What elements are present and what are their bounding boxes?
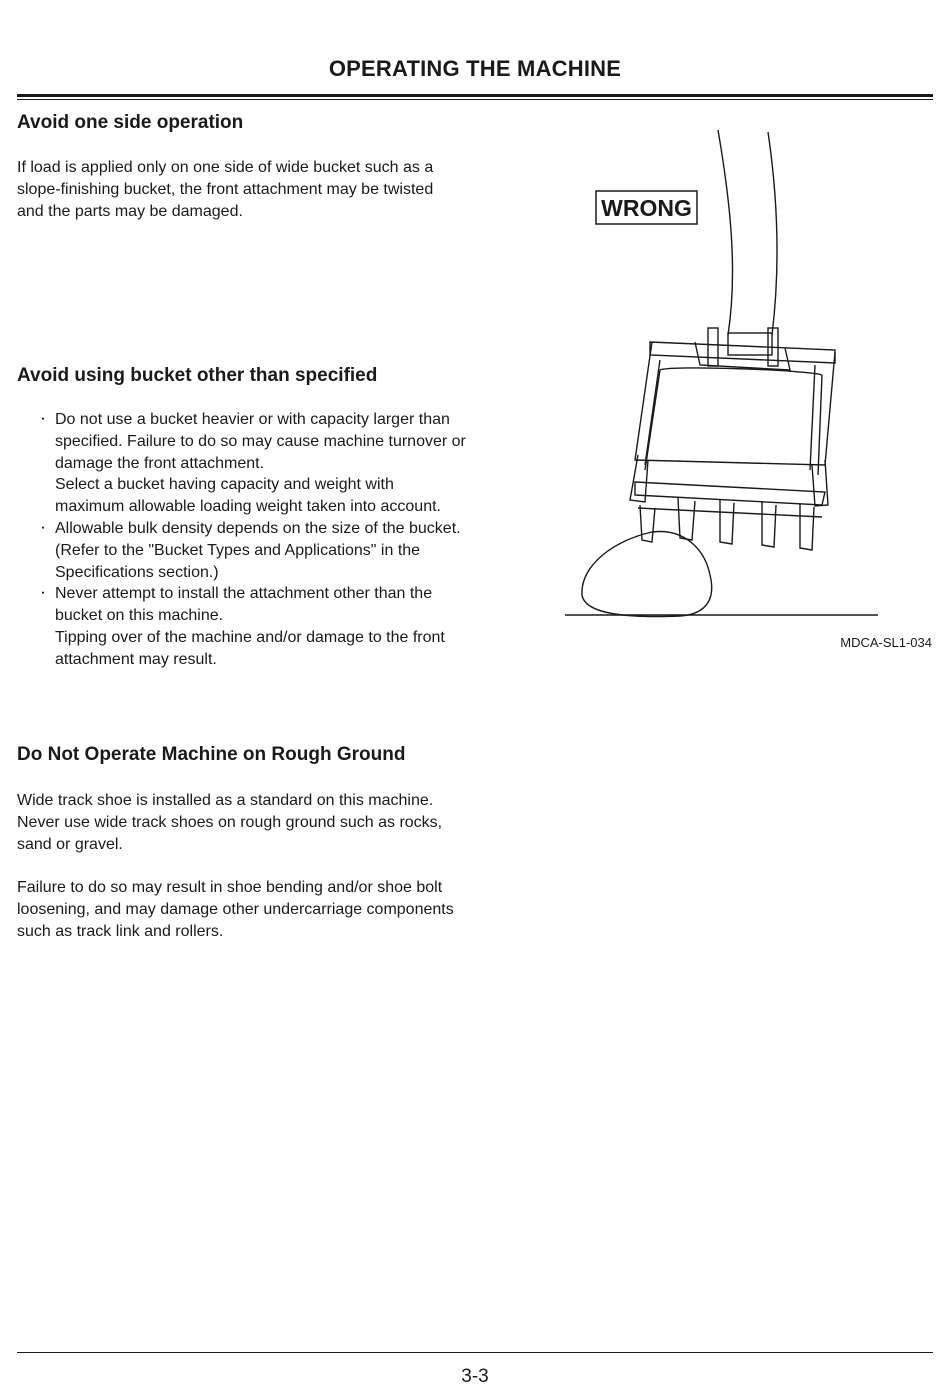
bucket-on-rock-illustration [560,120,940,640]
bullet-text: Do not use a bucket heavier or with capacity larger than specified. Failure to do so may cause machine turnover or damage the front attachment. Select a bucket having capacity and weight with maximum allowable loading weight taken into account. [55,411,466,516]
list-item [17,409,507,518]
figure-label-wrong: WRONG [601,195,692,221]
section-heading-rough-ground: Do Not Operate Machine on Rough Ground [17,744,406,765]
bullet-text: Allowable bulk density depends on the size of the bucket. (Refer to the "Bucket Types and Applications" in the Specifications section.) [55,519,461,581]
figure-caption: MDCA-SL1-034 [840,635,932,650]
list-item [17,518,507,583]
bullet-text: Never attempt to install the attachment other than the bucket on this machine. Tipping over of the machine and/or damage to the front attachment may result. [55,585,445,668]
page-header: OPERATING THE MACHINE [328,56,622,81]
header-rule-thin [17,99,933,100]
section-body-rough-ground-2: Failure to do so may result in shoe bending and/or shoe bolt loosening, and may damage other undercarriage components such as track link and rollers. [17,879,454,940]
bullet-mark: ・ [37,520,50,535]
list-item [17,583,507,670]
section-body-one-side-operation: If load is applied only on one side of wide bucket such as a slope-finishing bucket, the front attachment may be twisted and the parts may be damaged. [17,159,434,220]
section-body-rough-ground: Wide track shoe is installed as a standard on this machine. Never use wide track shoes on rough ground such as rocks, sand or gravel. [17,792,443,853]
bullet-mark: ・ [37,586,50,601]
footer-rule [17,1352,933,1353]
header-rule-thick [17,94,933,97]
page-number: 3-3 [461,1366,489,1387]
section-heading-bucket-specified: Avoid using bucket other than specified [17,365,378,386]
bullet-list-bucket-specified [17,409,507,671]
section-heading-one-side-operation: Avoid one side operation [17,112,244,133]
bullet-mark: ・ [37,412,50,426]
figure-bucket-wrong [560,120,940,640]
